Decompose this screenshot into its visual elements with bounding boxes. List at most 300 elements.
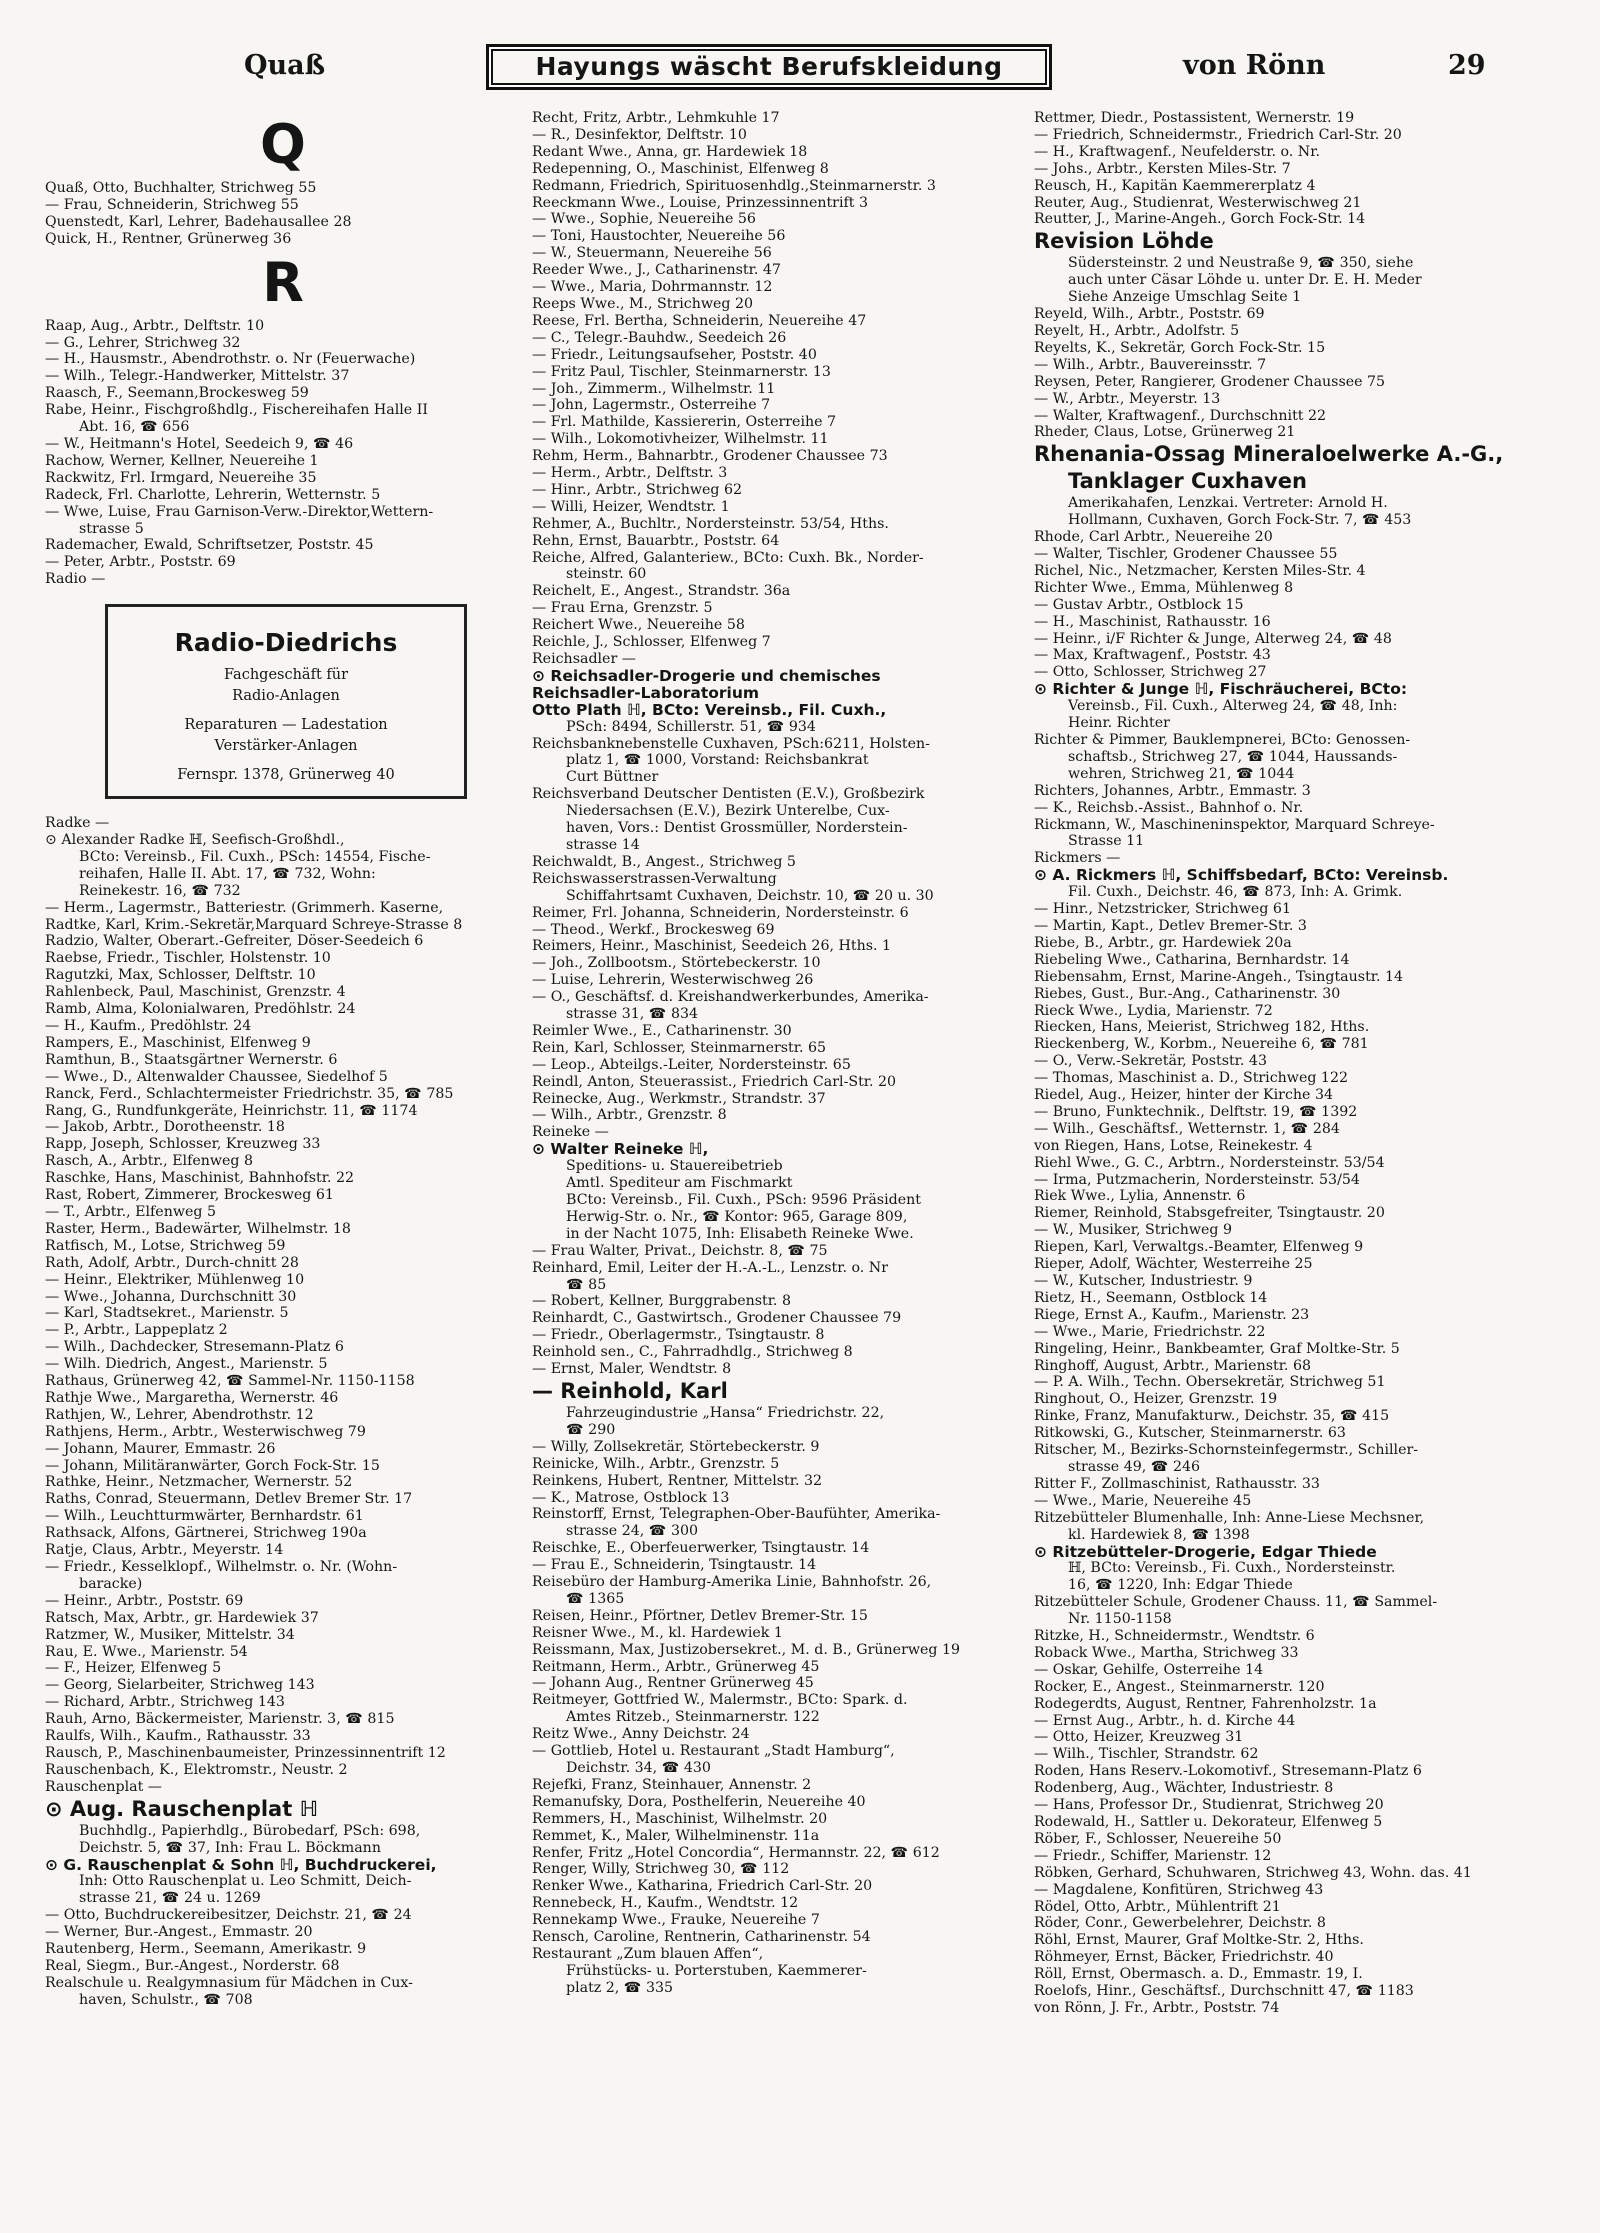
directory-entry: Rodenberg, Aug., Wächter, Industriestr. 8	[1034, 1780, 1334, 1797]
directory-entry: Ramb, Alma, Kolonialwaren, Predöhlstr. 24	[45, 1001, 356, 1018]
directory-entry: — Ernst Aug., Arbtr., h. d. Kirche 44	[1034, 1712, 1296, 1729]
directory-entry: — Wilh., Telegr.-Handwerker, Mittelstr. 37	[45, 368, 350, 385]
directory-entry: Reichsverband Deutscher Dentisten (E.V.), Großbezirk	[532, 786, 925, 803]
directory-entry: strasse 5	[79, 520, 144, 537]
directory-entry: — K., Matrose, Ostblock 13	[532, 1489, 730, 1506]
directory-entry: Rast, Robert, Zimmerer, Brockesweg 61	[45, 1187, 334, 1204]
directory-entry: Rahlenbeck, Paul, Maschinist, Grenzstr. 4	[45, 984, 346, 1001]
directory-entry: — Frau, Schneiderin, Strichweg 55	[45, 196, 299, 213]
directory-entry: — Friedr., Kesselklopf., Wilhelmstr. o. Nr. (Wohn-	[45, 1559, 398, 1575]
directory-entry: Reysen, Peter, Rangierer, Grodener Chaussee 75	[1034, 373, 1386, 390]
directory-entry: Reuter, Aug., Studienrat, Westerwischweg 21	[1034, 194, 1362, 211]
advert-banner: Hayungs wäscht Berufskleidung	[486, 44, 1052, 90]
directory-entry: — Hinr., Netzstricker, Strichweg 61	[1034, 901, 1291, 918]
directory-entry: Rathke, Heinr., Netzmacher, Wernerstr. 52	[45, 1474, 353, 1491]
directory-entry: Reisner Wwe., M., kl. Hardewiek 1	[532, 1624, 783, 1641]
directory-entry: — Wilh., Geschäftsf., Wetternstr. 1, ☎ 284	[1034, 1120, 1340, 1137]
directory-entry: Röber, F., Schlosser, Neuereihe 50	[1034, 1830, 1282, 1847]
directory-entry: Radke —	[45, 815, 110, 832]
directory-entry: strasse 31, ☎ 834	[566, 1006, 699, 1023]
directory-entry: Rabe, Heinr., Fischgroßhdlg., Fischereihafen Halle II	[45, 402, 428, 419]
directory-entry: Rieckenberg, W., Korbm., Neuereihe 6, ☎ 781	[1034, 1036, 1369, 1053]
directory-entry: Ranck, Ferd., Schlachtermeister Friedrichstr. 35, ☎ 785	[45, 1085, 454, 1102]
directory-entry: Riecken, Hans, Meierist, Strichweg 182, Hths.	[1034, 1019, 1370, 1036]
directory-entry: Ratsch, Max, Arbtr., gr. Hardewiek 37	[45, 1609, 319, 1626]
directory-entry: ⊙ Reichsadler-Drogerie und chemisches	[532, 667, 881, 685]
directory-entry: — Wilh., Tischler, Strandstr. 62	[1034, 1746, 1259, 1763]
directory-entry: Riebeling Wwe., Catharina, Bernhardstr. 14	[1034, 951, 1350, 968]
directory-entry: — Gustav Arbtr., Ostblock 15	[1034, 596, 1244, 613]
directory-entry: Rathjens, Herm., Arbtr., Westerwischweg 79	[45, 1423, 366, 1440]
ad-spacer	[108, 757, 464, 765]
directory-entry: haven, Vors.: Dentist Grossmüller, Norderstein-	[566, 820, 908, 837]
directory-entry: Ritzebütteler Schule, Grodener Chauss. 11, ☎ Sammel-	[1034, 1594, 1438, 1611]
radio-advertisement	[105, 604, 467, 799]
directory-entry: — Wilh., Arbtr., Grenzstr. 8	[532, 1107, 727, 1124]
directory-entry: Fahrzeugindustrie „Hansa“ Friedrichstr. 22,	[566, 1404, 885, 1421]
directory-entry: Reissmann, Max, Justizobersekret., M. d. B., Grünerweg 19	[532, 1641, 961, 1658]
directory-entry: — John, Lagermstr., Osterreihe 7	[532, 397, 771, 414]
directory-entry: Rackwitz, Frl. Irmgard, Neuereihe 35	[45, 469, 317, 486]
directory-entry: — H., Kaufm., Predöhlstr. 24	[45, 1018, 252, 1034]
directory-entry: Siehe Anzeige Umschlag Seite 1	[1068, 289, 1302, 306]
company-listing: ⊙ G. Rauschenplat & Sohn ℍ, Buchdruckerei,	[45, 1855, 437, 1874]
directory-entry: Riebe, B., Arbtr., gr. Hardewiek 20a	[1034, 934, 1292, 951]
directory-entry: Ragutzki, Max, Schlosser, Delftstr. 10	[45, 967, 316, 984]
directory-entry: platz 2, ☎ 335	[566, 1979, 674, 1996]
directory-entry: — W., Heitmann's Hotel, Seedeich 9, ☎ 46	[45, 435, 354, 452]
directory-entry: Reitmann, Herm., Arbtr., Grünerweg 45	[532, 1658, 820, 1675]
ad-line: Reparaturen — Ladestation	[184, 717, 388, 734]
section-letter-r: R	[262, 250, 304, 314]
directory-entry: Reinicke, Wilh., Arbtr., Grenzstr. 5	[532, 1455, 780, 1472]
ad-line: Radio-Anlagen	[232, 688, 340, 705]
directory-entry: ☎ 290	[566, 1421, 616, 1438]
directory-entry: Rehm, Herm., Bahnarbtr., Grodener Chaussee 73	[532, 448, 888, 465]
directory-entry: reihafen, Halle II. Abt. 17, ☎ 732, Wohn:	[79, 865, 376, 882]
directory-entry: Raap, Aug., Arbtr., Delftstr. 10	[45, 317, 265, 334]
featured-listing: Tanklager Cuxhaven	[1068, 469, 1307, 494]
featured-details	[45, 1823, 521, 1857]
directory-entry: Rasch, A., Arbtr., Elfenweg 8	[45, 1153, 254, 1170]
directory-entry: — Johann, Militäranwärter, Gorch Fock-Str. 15	[45, 1457, 380, 1474]
directory-entry: — H., Hausmstr., Abendrothstr. o. Nr (Feuerwache)	[45, 351, 416, 368]
directory-entry: Rautenberg, Herm., Seemann, Amerikastr. 9	[45, 1941, 367, 1958]
directory-entry: Fil. Cuxh., Deichstr. 46, ☎ 873, Inh: A. Grimk.	[1068, 884, 1403, 901]
directory-entry: — Wwe., Maria, Dohrmannstr. 12	[532, 279, 773, 296]
entries-group	[1034, 884, 1512, 1543]
directory-entry: — Thomas, Maschinist a. D., Strichweg 122	[1034, 1070, 1349, 1087]
directory-entry: — Toni, Haustochter, Neuereihe 56	[532, 228, 786, 245]
directory-entry: Ringhoff, August, Arbtr., Marienstr. 68	[1034, 1357, 1311, 1374]
directory-entry: — H., Maschinist, Rathausstr. 16	[1034, 613, 1271, 630]
directory-entry: Hollmann, Cuxhaven, Gorch Fock-Str. 7, ☎ 453	[1068, 512, 1412, 529]
directory-entry: Rinke, Franz, Manufakturw., Deichstr. 35, ☎ 415	[1034, 1408, 1390, 1425]
directory-entry: — C., Telegr.-Bauhdw., Seedeich 26	[532, 329, 787, 346]
directory-entry: — Joh., Zollbootsm., Störtebeckerstr. 10	[532, 955, 821, 972]
directory-entry: Frühstücks- u. Porterstuben, Kaemmerer-	[566, 1962, 867, 1979]
directory-entry: Raster, Herm., Badewärter, Wilhelmstr. 18	[45, 1220, 351, 1237]
directory-entry: von Rönn, J. Fr., Arbtr., Poststr. 74	[1034, 1999, 1280, 2016]
directory-entry: ℍ, BCto: Vereinsb., Fi. Cuxh., Nordersteinstr.	[1068, 1560, 1396, 1577]
directory-entry: — Otto, Buchdruckereibesitzer, Deichstr. 21, ☎ 24	[45, 1907, 412, 1924]
directory-entry: Renger, Willy, Strichweg 30, ☎ 112	[532, 1861, 790, 1878]
directory-entry: Reichsadler —	[532, 651, 636, 667]
directory-entry: — Friedr., Schiffer, Marienstr. 12	[1034, 1847, 1272, 1864]
directory-entry: — Frau E., Schneiderin, Tsingtaustr. 14	[532, 1557, 817, 1574]
directory-entry: — Friedr., Leitungsaufseher, Poststr. 40	[532, 346, 817, 363]
directory-entry: 16, ☎ 1220, Inh: Edgar Thiede	[1068, 1577, 1293, 1594]
ad-title: Radio-Diedrichs	[174, 628, 398, 658]
directory-entry: — Robert, Kellner, Burggrabenstr. 8	[532, 1293, 791, 1310]
directory-entry: — O., Verw.-Sekretär, Poststr. 43	[1034, 1053, 1267, 1070]
directory-entry: Riebensahm, Ernst, Marine-Angeh., Tsingtaustr. 14	[1034, 968, 1404, 985]
directory-entry: — R., Desinfektor, Delftstr. 10	[532, 126, 747, 143]
directory-entry: wehren, Strichweg 21, ☎ 1044	[1068, 765, 1295, 782]
directory-entry: Buchhdlg., Papierhdlg., Bürobedarf, PSch: 698,	[79, 1822, 421, 1839]
directory-entry: — Wwe., Marie, Neuereihe 45	[1034, 1492, 1252, 1509]
directory-entry: — Gottlieb, Hotel u. Restaurant „Stadt Hamburg“,	[532, 1743, 895, 1760]
directory-entry: Reinstorff, Ernst, Telegraphen-Ober-Baufühter, Amerika-	[532, 1506, 941, 1523]
company-listing: ⊙ Ritzebütteler-Drogerie, Edgar Thiede	[1034, 1542, 1377, 1561]
directory-entry: Reusch, H., Kapitän Kaemmererplatz 4	[1034, 177, 1316, 194]
directory-entry: Radzio, Walter, Oberart.-Gefreiter, Döser-Seedeich 6	[45, 933, 424, 950]
directory-entry: Reyelts, K., Sekretär, Gorch Fock-Str. 15	[1034, 339, 1326, 356]
directory-entry: — Oskar, Gehilfe, Osterreihe 14	[1034, 1661, 1264, 1678]
company-listing: ⊙ Walter Reineke ℍ,	[532, 1140, 709, 1159]
directory-entry: Rhode, Carl Arbtr., Neuereihe 20	[1034, 529, 1273, 546]
directory-entry: — Hans, Professor Dr., Studienrat, Strichweg 20	[1034, 1797, 1384, 1814]
directory-entry: — Georg, Sielarbeiter, Strichweg 143	[45, 1677, 315, 1694]
directory-entry: Rampers, E., Maschinist, Elfenweg 9	[45, 1034, 311, 1051]
r-entries-final	[45, 1873, 521, 2008]
directory-entry: Reeps Wwe., M., Strichweg 20	[532, 295, 754, 312]
directory-entry: Reineke —	[532, 1124, 609, 1141]
directory-entry: — Karl, Stadtsekret., Marienstr. 5	[45, 1305, 289, 1322]
directory-entry: strasse 49, ☎ 246	[1068, 1458, 1201, 1475]
directory-entry: — Herm., Lagermstr., Batteriestr. (Grimmerh. Kaserne,	[45, 899, 444, 916]
r-entries	[45, 318, 521, 589]
directory-entry: — Willi, Heizer, Wendtstr. 1	[532, 498, 730, 515]
directory-entry: Rehmer, A., Buchltr., Nordersteinstr. 53/54, Hths.	[532, 515, 889, 532]
directory-entry: — Johann Aug., Rentner Grünerweg 45	[532, 1675, 814, 1692]
directory-entry: Rathsack, Alfons, Gärtnerei, Strichweg 190a	[45, 1525, 367, 1542]
directory-entry: kl. Hardewiek 8, ☎ 1398	[1068, 1526, 1250, 1543]
directory-entry: Reichsbanknebenstelle Cuxhaven, PSch:6211, Holsten-	[532, 735, 930, 752]
directory-entry: — Ernst, Maler, Wendtstr. 8	[532, 1361, 732, 1378]
directory-entry: Reichert Wwe., Neuereihe 58	[532, 617, 745, 634]
directory-entry: Raasch, F., Seemann,Brockesweg 59	[45, 385, 309, 402]
directory-entry: — Johann, Maurer, Emmastr. 26	[45, 1440, 276, 1457]
page-header	[0, 44, 1600, 92]
directory-entry: Reischke, E., Oberfeuerwerker, Tsingtaustr. 14	[532, 1540, 870, 1557]
directory-entry: Riemer, Reinhold, Stabsgefreiter, Tsingtaustr. 20	[1034, 1205, 1385, 1222]
directory-entry: Rausch, P., Maschinenbaumeister, Prinzessinnentrift 12	[45, 1744, 446, 1761]
entries-group	[1034, 110, 1512, 228]
right-headword: von Rönn	[1183, 50, 1326, 81]
directory-entry: Rein, Karl, Schlosser, Steinmarnerstr. 65	[532, 1039, 827, 1056]
ad-line: Fachgeschäft für	[223, 667, 349, 684]
directory-entry: Redmann, Friedrich, Spirituosenhdlg.,Steinmarnerstr. 3	[532, 177, 936, 194]
featured-listing: ⊙ Aug. Rauschenplat ℍ	[45, 1796, 319, 1821]
directory-entry: BCto: Vereinsb., Fil. Cuxh., PSch: 9596 Präsident	[566, 1192, 921, 1208]
directory-entry: Rietz, H., Seemann, Ostblock 14	[1034, 1289, 1268, 1306]
directory-entry: Rathaus, Grünerweg 42, ☎ Sammel-Nr. 1150-1158	[45, 1373, 415, 1390]
directory-entry: Riepen, Karl, Verwaltgs.-Beamter, Elfenweg 9	[1034, 1239, 1364, 1256]
directory-entry: Ringeling, Heinr., Bankbeamter, Graf Moltke-Str. 5	[1034, 1340, 1400, 1357]
directory-entry: — P., Arbtr., Lappeplatz 2	[45, 1322, 228, 1339]
directory-entry: Reese, Frl. Bertha, Schneiderin, Neuereihe 47	[532, 312, 867, 329]
directory-entry: — Richard, Arbtr., Strichweg 143	[45, 1694, 285, 1711]
directory-entry: Röhmeyer, Ernst, Bäcker, Friedrichstr. 40	[1034, 1949, 1334, 1966]
directory-entry: Quenstedt, Karl, Lehrer, Badehausallee 28	[45, 213, 352, 230]
directory-entry: Reeder Wwe., J., Catharinenstr. 47	[532, 262, 781, 279]
directory-entry: — Wwe., Johanna, Durchschnitt 30	[45, 1288, 297, 1305]
directory-entry: Quaß, Otto, Buchhalter, Strichweg 55	[45, 180, 317, 196]
column-2	[532, 110, 1020, 1997]
directory-entry: — Theod., Werkf., Brockesweg 69	[532, 921, 775, 938]
directory-entry: Roelofs, Hinr., Geschäftsf., Durchschnitt 47, ☎ 1183	[1034, 1983, 1414, 2000]
directory-entry: baracke)	[79, 1575, 143, 1592]
directory-entry: Rauh, Arno, Bäckermeister, Marienstr. 3, ☎ 815	[45, 1711, 395, 1728]
directory-entry: Schiffahrtsamt Cuxhaven, Deichstr. 10, ☎ 20 u. 30	[566, 887, 934, 904]
directory-entry: Richter Wwe., Emma, Mühlenweg 8	[1034, 579, 1294, 596]
directory-entry: Röhl, Ernst, Maurer, Graf Moltke-Str. 2, Hths.	[1034, 1932, 1364, 1949]
directory-entry: Richters, Johannes, Arbtr., Emmastr. 3	[1034, 782, 1311, 799]
directory-entry: Ratfisch, M., Lotse, Strichweg 59	[45, 1237, 286, 1254]
directory-entry: — Heinr., Arbtr., Poststr. 69	[45, 1592, 244, 1609]
directory-entry: Roback Wwe., Martha, Strichweg 33	[1034, 1644, 1299, 1661]
directory-entry: Strasse 11	[1068, 833, 1145, 850]
directory-entry: Rauschenbach, K., Elektromstr., Neustr. 2	[45, 1761, 348, 1778]
directory-entry: Ritter F., Zollmaschinist, Rathausstr. 33	[1034, 1475, 1320, 1492]
directory-entry: Riebes, Gust., Bur.-Ang., Catharinenstr. 30	[1034, 985, 1341, 1002]
directory-entry: Reinkens, Hubert, Rentner, Mittelstr. 32	[532, 1472, 823, 1489]
directory-entry: Rettmer, Diedr., Postassistent, Wernerstr. 19	[1034, 110, 1355, 126]
directory-entry: — Walter, Kraftwagenf., Durchschnitt 22	[1034, 407, 1327, 424]
directory-entry: — F., Heizer, Elfenweg 5	[45, 1660, 222, 1677]
directory-entry: — Martin, Kapt., Detlev Bremer-Str. 3	[1034, 917, 1307, 934]
directory-entry: — Fritz Paul, Tischler, Steinmarnerstr. 13	[532, 363, 831, 380]
directory-entry: — Heinr., i/F Richter & Junge, Alterweg 24, ☎ 48	[1034, 630, 1392, 647]
directory-entry: Raths, Conrad, Steuermann, Detlev Bremer Str. 17	[45, 1491, 413, 1508]
directory-entry: Vereinsb., Fil. Cuxh., Alterweg 24, ☎ 48, Inh:	[1068, 698, 1398, 715]
directory-entry: Ratje, Claus, Arbtr., Meyerstr. 14	[45, 1542, 284, 1559]
directory-entry: Abt. 16, ☎ 656	[79, 419, 190, 436]
directory-entry: Riehl Wwe., G. C., Arbtrn., Nordersteinstr. 53/54	[1034, 1154, 1385, 1171]
directory-entry: BCto: Vereinsb., Fil. Cuxh., PSch: 14554, Fische-	[79, 848, 431, 865]
directory-entry: Amerikahafen, Lenzkai. Vertreter: Arnold H.	[1068, 495, 1388, 512]
directory-entry: Heinr. Richter	[1068, 715, 1170, 732]
directory-entry: Roden, Hans Reserv.-Lokomotivf., Stresemann-Platz 6	[1034, 1763, 1422, 1780]
directory-entry: — Peter, Arbtr., Poststr. 69	[45, 554, 236, 571]
directory-entry: Rocker, E., Angest., Steinmarnerstr. 120	[1034, 1678, 1325, 1695]
ad-line: Fernspr. 1378, Grünerweg 40	[177, 767, 395, 784]
directory-entry: — Wwe., Sophie, Neuereihe 56	[532, 211, 756, 228]
directory-entry: — Friedr., Oberlagermstr., Tsingtaustr. 8	[532, 1327, 825, 1344]
directory-entry: — Otto, Heizer, Kreuzweg 31	[1034, 1729, 1244, 1746]
directory-entry: — Johs., Arbtr., Kersten Miles-Str. 7	[1034, 160, 1291, 177]
directory-entry: Reichsadler-Laboratorium	[532, 684, 760, 702]
directory-entry: Niedersachsen (E.V.), Bezirk Unterelbe, Cux-	[566, 803, 890, 820]
directory-entry: Quick, H., Rentner, Grünerweg 36	[45, 230, 292, 247]
directory-entry: Radtke, Karl, Krim.-Sekretär,Marquard Schreye-Strasse 8	[45, 916, 463, 933]
directory-entry: — Otto, Schlosser, Strichweg 27	[1034, 664, 1267, 681]
directory-entry: Richter & Pimmer, Bauklempnerei, BCto: Genossen-	[1034, 732, 1411, 748]
directory-entry: von Riegen, Hans, Lotse, Reinekestr. 4	[1034, 1137, 1313, 1154]
directory-entry: Reinecke, Aug., Werkmstr., Strandstr. 37	[532, 1090, 826, 1107]
directory-entry: — Bruno, Funktechnik., Delftstr. 19, ☎ 1392	[1034, 1103, 1358, 1120]
directory-entry: Ritscher, M., Bezirks-Schornsteinfegermstr., Schiller-	[1034, 1442, 1419, 1459]
directory-entry: Deichstr. 5, ☎ 37, Inh: Frau L. Böckmann	[79, 1839, 381, 1856]
directory-entry: — Wwe, Luise, Frau Garnison-Verw.-Direktor,Wettern-	[45, 503, 434, 520]
directory-entry: Reichelt, E., Angest., Strandstr. 36a	[532, 583, 791, 600]
directory-entry: haven, Schulstr., ☎ 708	[79, 1991, 253, 2008]
directory-entry: — W., Arbtr., Meyerstr. 13	[1034, 390, 1221, 407]
directory-entry: Renker Wwe., Katharina, Friedrich Carl-Str. 20	[532, 1878, 873, 1895]
page-number: 29	[1448, 50, 1486, 81]
column-3	[1034, 110, 1512, 2017]
directory-entry: Reyeld, Wilh., Arbtr., Poststr. 69	[1034, 306, 1265, 323]
directory-entry: Rickmers —	[1034, 850, 1121, 867]
directory-entry: Otto Plath ℍ, BCto: Vereinsb., Fil. Cuxh.,	[532, 701, 887, 719]
directory-entry: Reutter, J., Marine-Angeh., Gorch Fock-Str. 14	[1034, 211, 1366, 228]
directory-entry: — Wilh. Diedrich, Angest., Marienstr. 5	[45, 1356, 328, 1373]
directory-entry: — Wilh., Arbtr., Bauvereinsstr. 7	[1034, 356, 1267, 373]
directory-entry: — Frau Erna, Grenzstr. 5	[532, 600, 713, 617]
directory-entry: Riege, Ernst A., Kaufm., Marienstr. 23	[1034, 1306, 1310, 1323]
directory-entry: steinstr. 60	[566, 566, 647, 583]
directory-entry: Röll, Ernst, Obermasch. a. D., Emmastr. 19, I.	[1034, 1966, 1363, 1983]
directory-entry: — Jakob, Arbtr., Dorotheenstr. 18	[45, 1119, 285, 1136]
directory-entry: Reeckmann Wwe., Louise, Prinzessinnentrift 3	[532, 194, 868, 211]
directory-entry: — Wilh., Dachdecker, Stresemann-Platz 6	[45, 1339, 344, 1356]
directory-entry: Rauschenplat —	[45, 1778, 162, 1795]
q-entries	[45, 180, 521, 248]
directory-entry: Rheder, Claus, Lotse, Grünerweg 21	[1034, 424, 1296, 441]
directory-entry: Rodegerdts, August, Rentner, Fahrenholzstr. 1a	[1034, 1695, 1377, 1712]
directory-entry: — Luise, Lehrerin, Westerwischweg 26	[532, 972, 814, 989]
directory-entry: Remmet, K., Maler, Wilhelminenstr. 11a	[532, 1827, 820, 1844]
directory-entry: — W., Steuermann, Neuereihe 56	[532, 245, 772, 262]
directory-entry: — P. A. Wilh., Techn. Obersekretär, Strichweg 51	[1034, 1374, 1386, 1391]
entries-group	[532, 110, 1020, 668]
directory-entry: Reinhardt, C., Gastwirtsch., Grodener Chaussee 79	[532, 1310, 902, 1327]
directory-entry: Raschke, Hans, Maschinist, Bahnhofstr. 22	[45, 1170, 355, 1187]
directory-entry: — Willy, Zollsekretär, Störtebeckerstr. 9	[532, 1438, 820, 1455]
directory-entry: — Frau Walter, Privat., Deichstr. 8, ☎ 75	[532, 1242, 828, 1259]
directory-entry: Reindl, Anton, Steuerassist., Friedrich Carl-Str. 20	[532, 1073, 897, 1090]
entries-group	[1034, 495, 1512, 681]
directory-entry: — Wwe., Marie, Friedrichstr. 22	[1034, 1323, 1266, 1340]
directory-entry: Real, Siegm., Bur.-Angest., Norderstr. 68	[45, 1957, 340, 1974]
directory-entry: ⊙ Alexander Radke ℍ, Seefisch-Großhdl.,	[45, 832, 345, 849]
directory-entry: — T., Arbtr., Elfenweg 5	[45, 1203, 217, 1220]
directory-entry: Reichle, J., Schlosser, Elfenweg 7	[532, 634, 771, 651]
directory-entry: Reinekestr. 16, ☎ 732	[79, 882, 241, 899]
directory-entry: Redepenning, O., Maschinist, Elfenweg 8	[532, 160, 829, 177]
directory-entry: Reimler Wwe., E., Catharinenstr. 30	[532, 1022, 792, 1039]
directory-entry: — Wilh., Leuchtturmwärter, Bernhardstr. 61	[45, 1508, 364, 1525]
directory-entry: Renfer, Fritz „Hotel Concordia“, Hermannstr. 22, ☎ 612	[532, 1844, 940, 1861]
featured-listing: Rhenania-Ossag Mineraloelwerke A.-G.,	[1034, 442, 1504, 467]
ad-line: Verstärker-Anlagen	[214, 738, 358, 755]
directory-entry: Remmers, H., Maschinist, Wilhelmstr. 20	[532, 1810, 828, 1827]
directory-entry: — Magdalene, Konfitüren, Strichweg 43	[1034, 1881, 1324, 1898]
directory-entry: — O., Geschäftsf. d. Kreishandwerkerbundes, Amerika-	[532, 989, 929, 1006]
directory-entry: Reichswasserstrassen-Verwaltung	[532, 870, 777, 887]
directory-entry: — H., Kraftwagenf., Neufelderstr. o. Nr.	[1034, 143, 1320, 160]
directory-entry: Radio —	[45, 571, 106, 588]
company-listing: ⊙ Richter & Junge ℍ, Fischräucherei, BCto:	[1034, 680, 1408, 699]
directory-entry: Rejefki, Franz, Steinhauer, Annenstr. 2	[532, 1776, 812, 1793]
r-entries-continued	[45, 815, 521, 1796]
directory-entry: Deichstr. 34, ☎ 430	[566, 1760, 711, 1776]
directory-entry: — Werner, Bur.-Angest., Emmastr. 20	[45, 1924, 313, 1941]
directory-entry: — Max, Kraftwagenf., Poststr. 43	[1034, 647, 1271, 664]
directory-entry: Richel, Nic., Netzmacher, Kersten Miles-Str. 4	[1034, 562, 1366, 579]
directory-entry: — Herm., Arbtr., Delftstr. 3	[532, 465, 728, 482]
directory-entry: strasse 24, ☎ 300	[566, 1523, 699, 1540]
directory-entry: Rennekamp Wwe., Frauke, Neuereihe 7	[532, 1912, 820, 1929]
entries-group	[1034, 1560, 1512, 2016]
directory-entry: — Frl. Mathilde, Kassiererin, Osterreihe 7	[532, 414, 837, 431]
directory-entry: Ritzke, H., Schneidermstr., Wendtstr. 6	[1034, 1628, 1315, 1645]
directory-entry: Ritkowski, G., Kutscher, Steinmarnerstr. 63	[1034, 1425, 1346, 1442]
directory-entry: — Irma, Putzmacherin, Nordersteinstr. 53/54	[1034, 1171, 1360, 1188]
directory-entry: Reinhard, Emil, Leiter der H.-A.-L., Lenzstr. o. Nr	[532, 1259, 888, 1276]
directory-entry: Ramthun, B., Staatsgärtner Wernerstr. 6	[45, 1051, 338, 1068]
directory-entry: Rathjen, W., Lehrer, Abendrothstr. 12	[45, 1406, 314, 1423]
directory-entry: Reimer, Frl. Johanna, Schneiderin, Nordersteinstr. 6	[532, 904, 909, 921]
directory-entry: Speditions- u. Stauereibetrieb	[566, 1158, 783, 1175]
company-listing	[532, 668, 1020, 719]
directory-entry: Reimers, Heinr., Maschinist, Seedeich 26, Hths. 1	[532, 938, 892, 955]
directory-entry: Rodewald, H., Sattler u. Dekorateur, Elfenweg 5	[1034, 1814, 1383, 1830]
directory-entry: Rachow, Werner, Kellner, Neuereihe 1	[45, 452, 319, 469]
directory-entry: strasse 21, ☎ 24 u. 1269	[79, 1890, 261, 1907]
directory-entry: Amtl. Spediteur am Fischmarkt	[566, 1175, 793, 1192]
directory-entry: Rehn, Ernst, Bauarbtr., Poststr. 64	[532, 532, 780, 549]
directory-entry: — Walter, Tischler, Grodener Chaussee 55	[1034, 546, 1338, 563]
directory-entry: — K., Reichsb.-Assist., Bahnhof o. Nr.	[1034, 799, 1304, 816]
directory-entry: Recht, Fritz, Arbtr., Lehmkuhle 17	[532, 110, 780, 126]
directory-entry: Redant Wwe., Anna, gr. Hardewiek 18	[532, 143, 808, 160]
directory-entry: Röder, Conr., Gewerbelehrer, Deichstr. 8	[1034, 1915, 1326, 1932]
directory-entry: Rang, G., Rundfunkgeräte, Heinrichstr. 11, ☎ 1174	[45, 1102, 418, 1119]
directory-entry: platz 1, ☎ 1000, Vorstand: Reichsbankrat	[566, 752, 869, 769]
directory-entry: Rath, Adolf, Arbtr., Durch-chnitt 28	[45, 1254, 299, 1271]
directory-entry: Röbken, Gerhard, Schuhwaren, Strichweg 43, Wohn. das. 41	[1034, 1864, 1472, 1881]
directory-entry: PSch: 8494, Schillerstr. 51, ☎ 934	[566, 718, 816, 735]
directory-entry: — G., Lehrer, Strichweg 32	[45, 334, 241, 351]
directory-entry: Rademacher, Ewald, Schriftsetzer, Poststr. 45	[45, 537, 374, 554]
directory-entry: Rensch, Caroline, Rentnerin, Catharinenstr. 54	[532, 1929, 871, 1946]
directory-entry: Rödel, Otto, Arbtr., Mühlentrift 21	[1034, 1898, 1281, 1915]
directory-entry: Riedel, Aug., Heizer, hinter der Kirche 34	[1034, 1087, 1333, 1104]
directory-entry: — W., Kutscher, Industriestr. 9	[1034, 1273, 1253, 1289]
entries-group	[532, 1158, 1020, 1378]
directory-entry: — Friedrich, Schneidermstr., Friedrich Carl-Str. 20	[1034, 126, 1402, 143]
directory-entry: Raebse, Friedr., Tischler, Holstenstr. 10	[45, 950, 331, 967]
column-1	[45, 110, 521, 2009]
entries-group	[532, 1405, 1020, 1997]
directory-entry: Ratzmer, W., Musiker, Mittelstr. 34	[45, 1626, 295, 1643]
directory-entry: Südersteinstr. 2 und Neustraße 9, ☎ 350, siehe	[1068, 255, 1414, 272]
directory-entry: Reyelt, H., Arbtr., Adolfstr. 5	[1034, 322, 1240, 339]
directory-entry: Reisen, Heinr., Pförtner, Detlev Bremer-Str. 15	[532, 1607, 868, 1624]
directory-entry: in der Nacht 1075, Inh: Elisabeth Reineke Wwe.	[566, 1225, 914, 1242]
